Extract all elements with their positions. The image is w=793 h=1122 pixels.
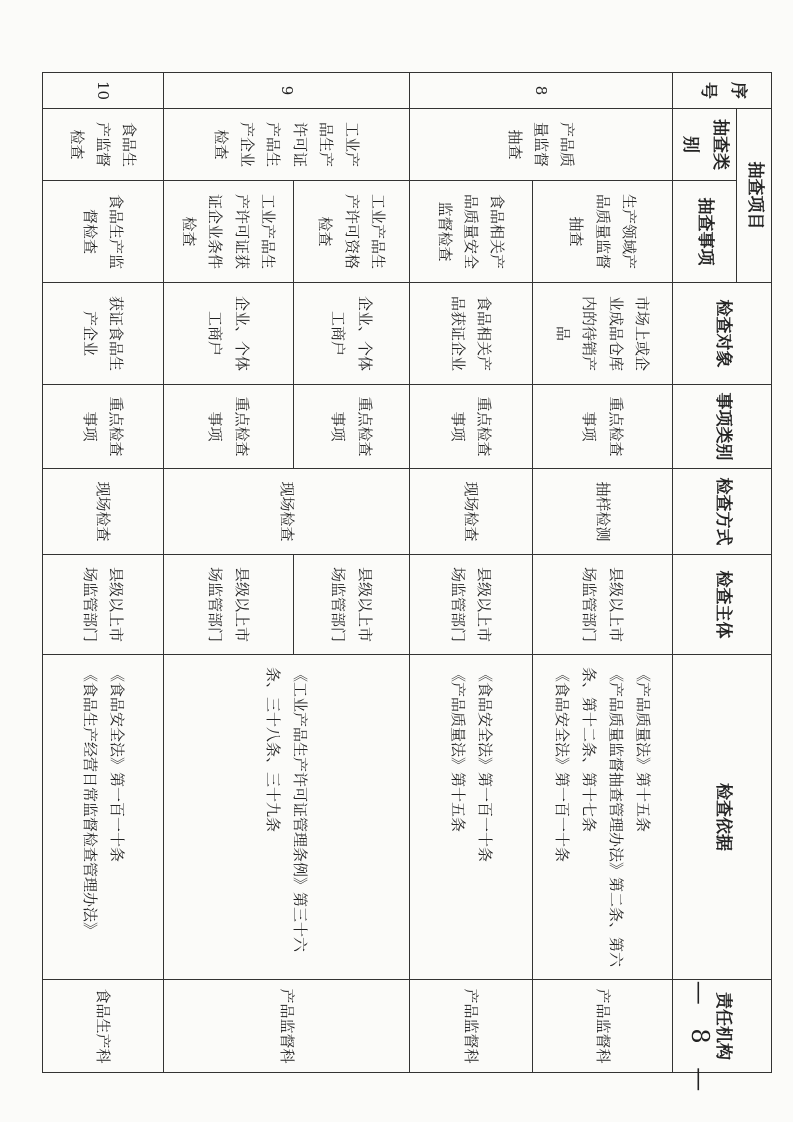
type-cell: 重点检查事项	[409, 385, 532, 469]
target-cell: 企业、个体工商户	[163, 283, 293, 385]
seq-cell: 8	[409, 73, 672, 109]
header-item: 抽查事项	[672, 181, 737, 283]
category-cell: 产品质量监督抽查	[409, 109, 672, 181]
basis-line: 《产品质量法》第十五条	[634, 667, 653, 833]
target-cell: 企业、个体工商户	[293, 283, 409, 385]
type-cell: 重点检查事项	[43, 385, 164, 469]
page-number: — 8 —	[686, 980, 714, 1100]
category-cell: 食品生产监督检查	[43, 109, 164, 181]
header-target: 检查对象	[672, 283, 771, 385]
header-subject: 检查主体	[672, 555, 771, 655]
method-cell: 抽样检测	[533, 469, 673, 555]
org-cell: 食品生产科	[43, 980, 164, 1073]
method-cell: 现场检查	[163, 469, 409, 555]
subject-cell: 县级以上市场监管部门	[533, 555, 673, 655]
type-cell: 重点检查事项	[293, 385, 409, 469]
subject-cell: 县级以上市场监管部门	[293, 555, 409, 655]
item-cell: 食品生产监督检查	[43, 181, 164, 283]
basis-line: 《工业产品生产许可证管理条例》第三十六条、三十八条、三十九条	[264, 667, 310, 953]
basis-line: 《食品生产经营日常监督检查管理办法》	[80, 667, 99, 938]
type-cell: 重点检查事项	[163, 385, 293, 469]
subject-cell: 县级以上市场监管部门	[163, 555, 293, 655]
basis-line: 《产品质量监督抽查管理办法》第二条、第六条、第十二条、第十七条	[580, 667, 626, 968]
subject-cell: 县级以上市场监管部门	[409, 555, 532, 655]
basis-cell	[43, 655, 164, 980]
basis-cell	[533, 655, 673, 980]
header-category: 抽查类别	[672, 109, 737, 181]
seq-cell: 10	[43, 73, 164, 109]
org-cell: 产品监督科	[163, 980, 409, 1073]
basis-line: 《食品安全法》第一百一十条	[553, 667, 572, 863]
table-row	[43, 73, 164, 1073]
method-cell: 现场检查	[409, 469, 532, 555]
basis-line: 《产品质量法》第十五条	[449, 667, 468, 833]
inspection-table	[42, 72, 772, 1073]
rotated-content	[42, 72, 772, 1072]
header-org: 责任机构	[672, 980, 771, 1073]
target-cell: 市场上或企业成品仓库内的待销产品	[533, 283, 673, 385]
item-cell: 生产领域产品质量监督抽查	[533, 181, 673, 283]
method-cell: 现场检查	[43, 469, 164, 555]
basis-line: 《食品安全法》第一百一十条	[476, 667, 495, 863]
target-cell: 获证食品生产企业	[43, 283, 164, 385]
item-cell: 食品相关产品质量安全监督检查	[409, 181, 532, 283]
table-row	[293, 73, 409, 1073]
item-cell: 工业产品生产许可证获证企业条件检查	[163, 181, 293, 283]
header-basis: 检查依据	[672, 655, 771, 980]
type-cell: 重点检查事项	[533, 385, 673, 469]
header-seq: 序号	[672, 73, 771, 109]
header-method: 检查方式	[672, 469, 771, 555]
basis-cell	[163, 655, 409, 980]
category-cell: 工业产品生产许可证产品生产企业检查	[163, 109, 409, 181]
org-cell: 产品监督科	[409, 980, 532, 1073]
target-cell: 食品相关产品获证企业	[409, 283, 532, 385]
basis-cell	[409, 655, 532, 980]
seq-cell: 9	[163, 73, 409, 109]
org-cell: 产品监督科	[533, 980, 673, 1073]
subject-cell: 县级以上市场监管部门	[43, 555, 164, 655]
item-cell: 工业产品生产许可资格检查	[293, 181, 409, 283]
basis-line: 《食品安全法》第一百一十条	[107, 667, 126, 863]
inspection-table-wrapper	[42, 72, 772, 1072]
header-project: 抽查项目	[737, 109, 772, 283]
table-row	[533, 73, 673, 1073]
table-row	[409, 73, 532, 1073]
header-type: 事项类别	[672, 385, 771, 469]
